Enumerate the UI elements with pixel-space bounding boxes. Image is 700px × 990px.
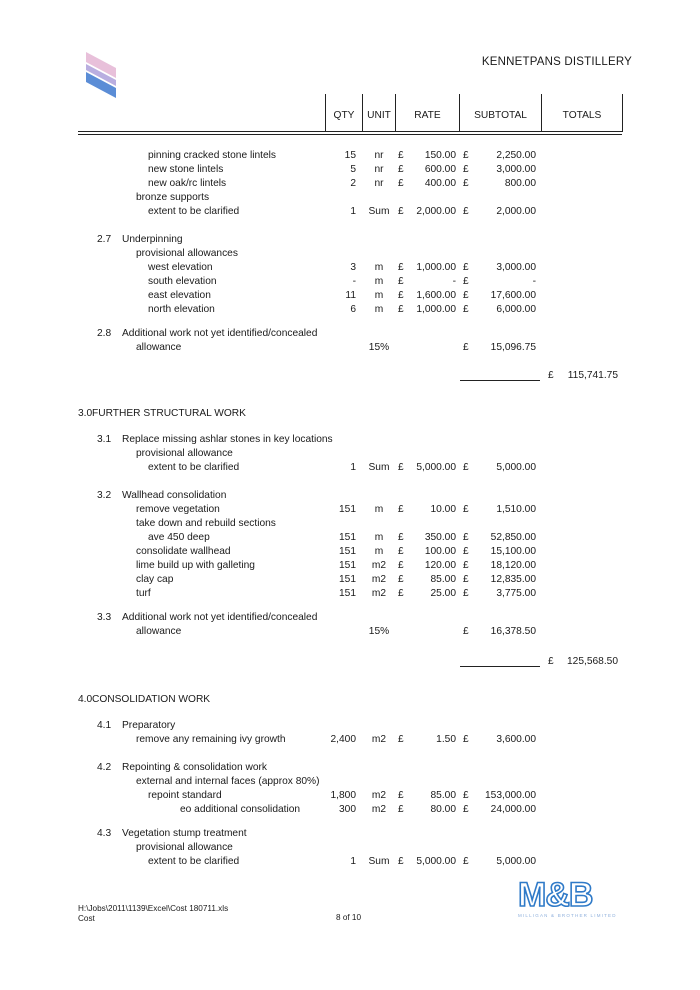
item-number: 4.0 [78, 694, 93, 705]
item-unit: nr [374, 178, 384, 189]
item-rate: 85.00 [430, 574, 456, 585]
mb-logo-tagline: MILLIGAN & BROTHER LIMITED [518, 913, 617, 918]
item-unit: m2 [371, 804, 387, 815]
item-description: extent to be clarified [148, 462, 240, 473]
item-description: Underpinning [122, 234, 183, 245]
rate-currency: £ [398, 532, 404, 543]
section-total-currency: £ [548, 370, 554, 381]
subtotal-currency: £ [463, 504, 469, 515]
item-number: 3.3 [97, 612, 112, 623]
item-unit: m [374, 276, 384, 287]
item-quantity: 1 [350, 206, 356, 217]
item-rate: 5,000.00 [416, 856, 456, 867]
item-rate: 1,000.00 [416, 262, 456, 273]
item-subtotal: 3,000.00 [496, 262, 536, 273]
header-rule [78, 131, 622, 132]
company-name: KENNETPANS DISTILLERY [481, 56, 632, 68]
item-subtotal: 52,850.00 [490, 532, 536, 543]
item-subtotal: - [532, 276, 536, 287]
item-quantity: 1,800 [330, 790, 356, 801]
rate-currency: £ [398, 734, 404, 745]
item-rate: 100.00 [424, 546, 456, 557]
subtotal-currency: £ [463, 304, 469, 315]
subtotal-currency: £ [463, 804, 469, 815]
item-description: extent to be clarified [148, 206, 240, 217]
item-rate: 150.00 [424, 150, 456, 161]
item-unit: Sum [368, 462, 390, 473]
section-total-value: 115,741.75 [567, 370, 618, 381]
rate-currency: £ [398, 164, 404, 175]
item-subtotal: 18,120.00 [490, 560, 536, 571]
item-number: 4.3 [97, 828, 112, 839]
item-subtotal: 2,000.00 [496, 206, 536, 217]
item-quantity: 2 [350, 178, 356, 189]
item-description: Vegetation stump treatment [122, 828, 247, 839]
item-description: FURTHER STRUCTURAL WORK [92, 408, 246, 419]
subtotal-currency: £ [463, 462, 469, 473]
item-subtotal: 17,600.00 [490, 290, 536, 301]
item-description: turf [136, 588, 151, 599]
column-header-subtotal: SUBTOTAL [474, 110, 527, 121]
item-description: south elevation [148, 276, 217, 287]
item-description: eo additional consolidation [180, 804, 301, 815]
column-header-qty: QTY [333, 110, 355, 121]
item-description: new stone lintels [148, 164, 224, 175]
col-divider [622, 94, 623, 132]
column-header-totals: TOTALS [562, 110, 602, 121]
item-rate: 10.00 [430, 504, 456, 515]
item-unit: m [374, 532, 384, 543]
item-quantity: 2,400 [330, 734, 356, 745]
item-rate: 600.00 [424, 164, 456, 175]
rate-currency: £ [398, 560, 404, 571]
subtotal-currency: £ [463, 588, 469, 599]
header-rule [78, 134, 622, 135]
rate-currency: £ [398, 588, 404, 599]
item-description: CONSOLIDATION WORK [92, 694, 211, 705]
item-subtotal: 5,000.00 [496, 856, 536, 867]
item-number: 4.1 [97, 720, 112, 731]
item-subtotal: 12,835.00 [490, 574, 536, 585]
item-description: external and internal faces (approx 80%) [136, 776, 320, 787]
subtotal-currency: £ [463, 342, 469, 353]
item-quantity: 6 [350, 304, 356, 315]
rate-currency: £ [398, 290, 404, 301]
item-unit: nr [374, 150, 384, 161]
item-description: clay cap [136, 574, 174, 585]
item-unit: 15% [368, 342, 390, 353]
item-quantity: 1 [350, 462, 356, 473]
item-unit: m [374, 262, 384, 273]
subtotal-currency: £ [463, 164, 469, 175]
item-description: extent to be clarified [148, 856, 240, 867]
item-quantity: 151 [339, 504, 356, 515]
item-description: Repointing & consolidation work [122, 762, 267, 773]
item-rate: 120.00 [424, 560, 456, 571]
item-description: Preparatory [122, 720, 176, 731]
item-number: 3.0 [78, 408, 93, 419]
item-unit: m2 [371, 588, 387, 599]
item-quantity: 151 [339, 546, 356, 557]
mb-logo [518, 878, 617, 918]
item-rate: 5,000.00 [416, 462, 456, 473]
item-description: new oak/rc lintels [148, 178, 227, 189]
item-unit: m [374, 504, 384, 515]
item-quantity: 151 [339, 560, 356, 571]
rate-currency: £ [398, 150, 404, 161]
subtotal-currency: £ [463, 178, 469, 189]
item-description: allowance [136, 342, 182, 353]
column-header-rate: RATE [414, 110, 441, 121]
subtotal-currency: £ [463, 574, 469, 585]
item-subtotal: 16,378.50 [490, 626, 536, 637]
subtotal-currency: £ [463, 734, 469, 745]
item-description: repoint standard [148, 790, 222, 801]
item-unit: m2 [371, 574, 387, 585]
company-logo-graphic [86, 52, 118, 98]
item-description: Wallhead consolidation [122, 490, 227, 501]
item-description: north elevation [148, 304, 215, 315]
item-unit: Sum [368, 206, 390, 217]
item-description: take down and rebuild sections [136, 518, 276, 529]
item-subtotal: 24,000.00 [490, 804, 536, 815]
rate-currency: £ [398, 178, 404, 189]
subtotal-currency: £ [463, 262, 469, 273]
item-quantity: 3 [350, 262, 356, 273]
item-subtotal: 6,000.00 [496, 304, 536, 315]
item-rate: 25.00 [430, 588, 456, 599]
item-description: bronze supports [136, 192, 210, 203]
item-rate: 1.50 [436, 734, 456, 745]
item-unit: m [374, 546, 384, 557]
subtotal-currency: £ [463, 560, 469, 571]
footer-sheet-name: Cost [78, 914, 95, 923]
item-rate: 2,000.00 [416, 206, 456, 217]
item-description: provisional allowance [136, 842, 233, 853]
subtotal-currency: £ [463, 532, 469, 543]
subtotal-currency: £ [463, 856, 469, 867]
subtotal-currency: £ [463, 150, 469, 161]
item-number: 2.7 [97, 234, 112, 245]
section-total-value: 125,568.50 [567, 656, 618, 667]
item-description: allowance [136, 626, 182, 637]
rate-currency: £ [398, 804, 404, 815]
rate-currency: £ [398, 262, 404, 273]
item-number: 3.2 [97, 490, 112, 501]
subtotal-rule [460, 380, 540, 381]
column-header-unit: UNIT [367, 110, 391, 121]
item-subtotal: 3,600.00 [496, 734, 536, 745]
item-description: provisional allowance [136, 448, 233, 459]
item-quantity: 5 [350, 164, 356, 175]
rate-currency: £ [398, 276, 404, 287]
rate-currency: £ [398, 462, 404, 473]
item-description: east elevation [148, 290, 211, 301]
item-description: Additional work not yet identified/concealed [122, 328, 318, 339]
item-description: Additional work not yet identified/concealed [122, 612, 318, 623]
item-rate: 400.00 [424, 178, 456, 189]
rate-currency: £ [398, 790, 404, 801]
item-quantity: - [352, 276, 356, 287]
item-quantity: 1 [350, 856, 356, 867]
rate-currency: £ [398, 304, 404, 315]
item-subtotal: 2,250.00 [496, 150, 536, 161]
item-rate: - [452, 276, 456, 287]
item-subtotal: 153,000.00 [485, 790, 536, 801]
subtotal-currency: £ [463, 626, 469, 637]
item-number: 4.2 [97, 762, 112, 773]
item-quantity: 300 [339, 804, 356, 815]
rate-currency: £ [398, 574, 404, 585]
footer-file-path: H:\Jobs\2011\1139\Excel\Cost 180711.xls [78, 904, 229, 913]
item-subtotal: 5,000.00 [496, 462, 536, 473]
item-subtotal: 3,000.00 [496, 164, 536, 175]
item-description: west elevation [148, 262, 213, 273]
item-unit: m [374, 304, 384, 315]
section-total-currency: £ [548, 656, 554, 667]
item-number: 3.1 [97, 434, 112, 445]
item-rate: 85.00 [430, 790, 456, 801]
item-description: consolidate wallhead [136, 546, 231, 557]
item-description: lime build up with galleting [136, 560, 255, 571]
item-subtotal: 1,510.00 [496, 504, 536, 515]
rate-currency: £ [398, 856, 404, 867]
item-description: pinning cracked stone lintels [148, 150, 276, 161]
item-description: ave 450 deep [148, 532, 210, 543]
subtotal-currency: £ [463, 790, 469, 801]
subtotal-currency: £ [463, 290, 469, 301]
item-unit: 15% [368, 626, 390, 637]
item-rate: 80.00 [430, 804, 456, 815]
rate-currency: £ [398, 504, 404, 515]
footer-page-number: 8 of 10 [336, 913, 362, 922]
mb-logo-text: M&B [518, 876, 593, 914]
item-subtotal: 800.00 [504, 178, 536, 189]
item-description: remove vegetation [136, 504, 220, 515]
item-quantity: 15 [344, 150, 356, 161]
item-quantity: 151 [339, 574, 356, 585]
item-rate: 350.00 [424, 532, 456, 543]
item-description: remove any remaining ivy growth [136, 734, 286, 745]
item-unit: Sum [368, 856, 390, 867]
item-quantity: 151 [339, 588, 356, 599]
item-description: Replace missing ashlar stones in key locations [122, 434, 333, 445]
subtotal-rule [460, 666, 540, 667]
subtotal-currency: £ [463, 206, 469, 217]
rate-currency: £ [398, 206, 404, 217]
item-unit: m2 [371, 790, 387, 801]
item-quantity: 11 [345, 290, 356, 301]
item-subtotal: 15,100.00 [490, 546, 536, 557]
item-subtotal: 15,096.75 [490, 342, 536, 353]
item-rate: 1,000.00 [416, 304, 456, 315]
subtotal-currency: £ [463, 276, 469, 287]
item-unit: m2 [371, 560, 387, 571]
item-number: 2.8 [97, 328, 112, 339]
rate-currency: £ [398, 546, 404, 557]
item-unit: m [374, 290, 384, 301]
item-subtotal: 3,775.00 [496, 588, 536, 599]
item-quantity: 151 [339, 532, 356, 543]
item-description: provisional allowances [136, 248, 238, 259]
item-unit: m2 [371, 734, 387, 745]
subtotal-currency: £ [463, 546, 469, 557]
item-unit: nr [374, 164, 384, 175]
item-rate: 1,600.00 [416, 290, 456, 301]
